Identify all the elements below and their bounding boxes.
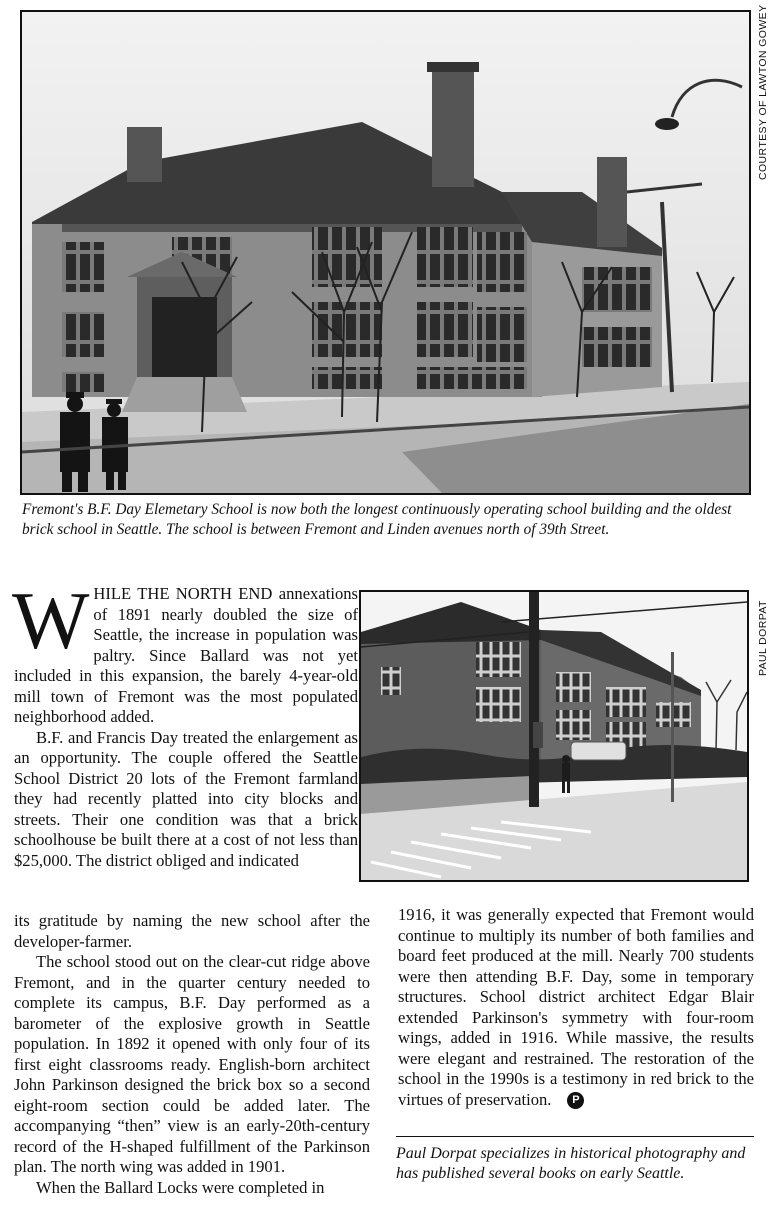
paragraph-4-start: When the Ballard Locks were completed in <box>36 1177 325 1197</box>
photo-credit-now: PAUL DORPAT <box>757 600 769 676</box>
paragraph-3: The school stood out on the clear-cut ridge above Fremont, and in the quarter century needed to complete its campus, B.F. Day performed as a barometer of the explosive growth in Seattle population. In 1892 it opened with only four of its first eight classrooms ready. English-born architect John Parkinson designed the brick box so a second eight-room section could be added later. The accompanying “then” view is an early-20th-century record of the H-shaped fulfillment of the Parkinson plan. The north wing was added in 1901. <box>14 952 370 1176</box>
article-column-left-top <box>12 575 358 871</box>
paragraph-2: B.F. and Francis Day treated the enlargement as an opportunity. The couple offered the Seattle School District 20 lots of the Fremont farmland they had recently platted into city blocks and streets. Their one condition was that a brick schoolhouse be built there at a cost of not less than $25,000. The district obliged and indicated <box>14 727 358 870</box>
modern-school-photo <box>359 590 749 882</box>
paragraph-4-continued: 1916, it was generally expected that Fremont would continue to multiply its number of both families and board feet produced at the mill. Nearly 700 students were then attending B.F. Day, some in temporary structures. School district architect Edgar Blair extended Parkinson's symmetry with four-room wings, added in 1916. While massive, the results were elegant and restrained. The restoration of the school in the 1990s is a testimony in red brick to the virtues of preservation. P <box>398 905 754 1109</box>
article-column-right <box>398 905 754 1110</box>
end-mark-icon: P <box>567 1092 584 1109</box>
article-column-left-bottom <box>14 911 370 1198</box>
drop-cap: W <box>12 575 90 666</box>
historic-school-photo <box>20 10 751 495</box>
photo-caption: Fremont's B.F. Day Elemetary School is now both the longest continuously operating school building and the oldest brick school in Seattle. The school is between Fremont and Linden avenues north of 39th Street. <box>22 501 732 538</box>
paragraph-1: WHILE THE NORTH END annexations of 1891 nearly doubled the size of Seattle, the increase in population was paltry. Since Ballard was not yet included in this expansion, the barely 4-year-old mill town of Fremont was the most populated neighborhood added. <box>12 575 358 726</box>
paragraph-2-continued: its gratitude by naming the new school after the developer-farmer. <box>14 911 370 951</box>
photo-credit-then: COURTESY OF LAWTON GOWEY <box>757 4 769 180</box>
bio-divider <box>396 1136 754 1137</box>
author-bio: Paul Dorpat specializes in historical photography and has published several books on early Seattle. <box>396 1145 746 1182</box>
